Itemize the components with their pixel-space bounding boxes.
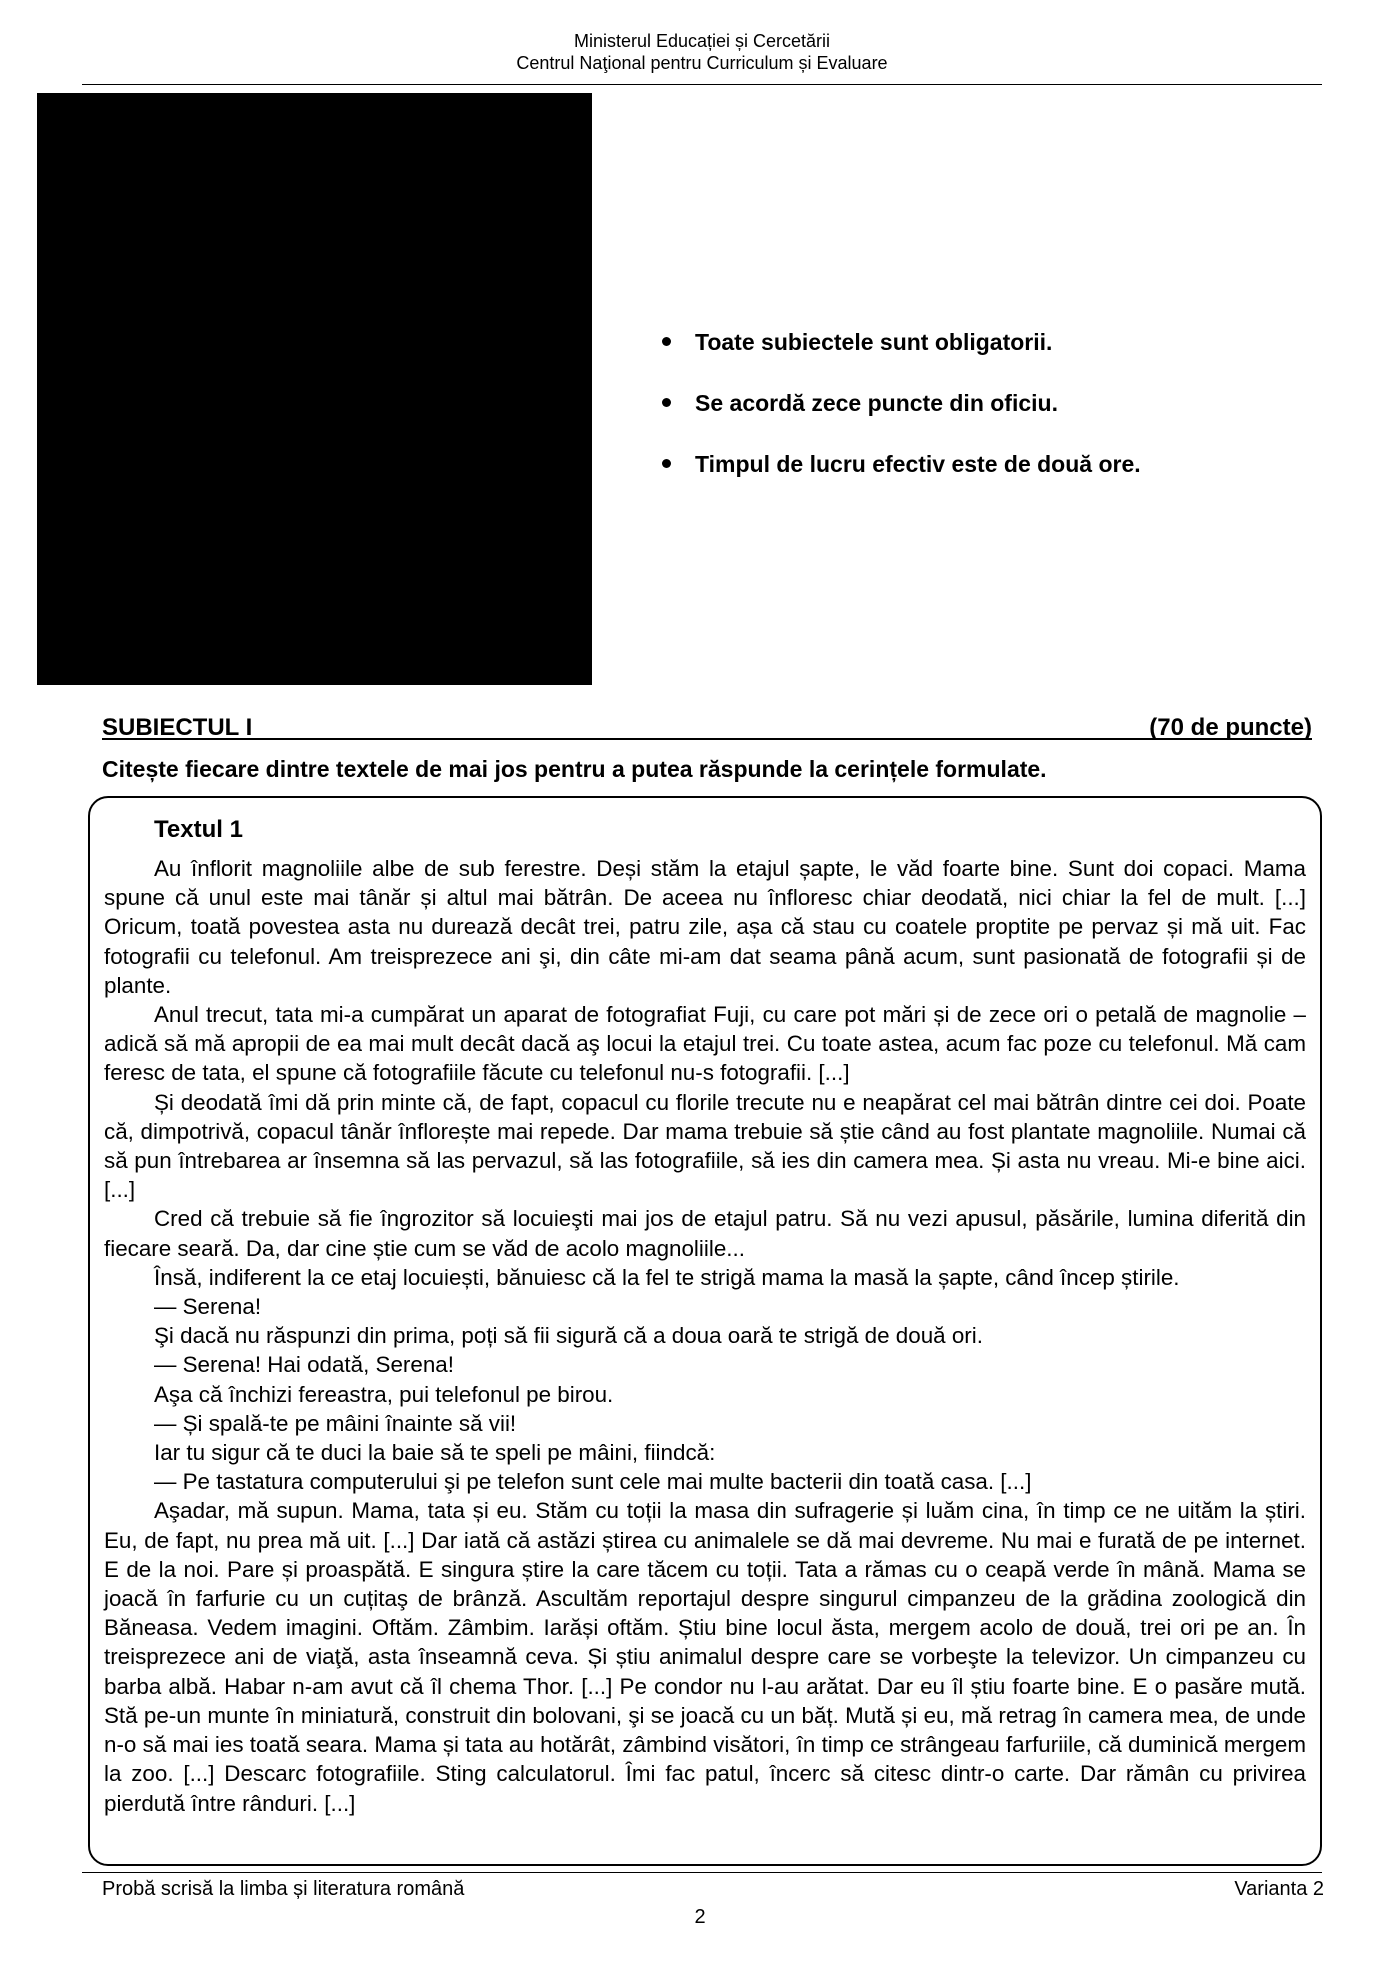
header-divider bbox=[82, 84, 1322, 85]
bullet-icon bbox=[662, 459, 671, 468]
subject-heading bbox=[102, 708, 1312, 740]
subject-points: (70 de puncte) bbox=[1149, 714, 1312, 741]
subject-instruction: Citește fiecare dintre textele de mai jos pentru a putea răspunde la cerințele formulate. bbox=[102, 756, 1047, 782]
text-paragraph: Cred că trebuie să fie îngrozitor să locuieşti mai jos de etajul patru. Să nu vezi apusul, păsările, lumina diferită din fiecare seară. Da, dar cine știe cum se văd de acolo magnoliile... bbox=[104, 1206, 1306, 1261]
dialogue-line: — Pe tastatura computerului şi pe telefon sunt cele mai multe bacterii din toată casa. [...] bbox=[154, 1469, 1032, 1495]
text-1-box bbox=[88, 796, 1322, 1866]
footer-exam-name: Probă scrisă la limba și literatura română bbox=[102, 1878, 465, 1900]
text-paragraph: Aşa că închizi fereastra, pui telefonul pe birou. bbox=[154, 1381, 614, 1407]
bullet-icon bbox=[662, 398, 671, 407]
subject-title: SUBIECTUL I bbox=[102, 714, 253, 741]
dialogue-line: — Serena! Hai odată, Serena! bbox=[154, 1352, 454, 1378]
text-paragraph: Şi dacă nu răspunzi din prima, poți să fii sigură că a doua oară te strigă de două ori. bbox=[154, 1323, 983, 1349]
text-paragraph: Și deodată îmi dă prin minte că, de fapt, copacul cu florile trecute nu e neapărat cel mai bătrân dintre cei doi. Poate că, dimpotrivă, copacul tânăr înflorește mai repede. Dar mama trebuie să știe când au fost plantate magnoliile. Numai că să pun întrebarea ar însemna să las pervazul, să las fotografiile, să ies din camera mea. Și asta nu vreau. Mi-e bine aici. [...] bbox=[104, 1089, 1306, 1203]
rule-item: Toate subiectele sunt obligatorii. bbox=[655, 322, 1355, 383]
footer-variant: Varianta 2 bbox=[1234, 1878, 1324, 1900]
page-header bbox=[82, 30, 1322, 74]
ministry-name: Ministerul Educației și Cercetării bbox=[573, 31, 831, 51]
text-1-title: Textul 1 bbox=[154, 816, 243, 843]
redacted-block bbox=[37, 93, 592, 685]
text-paragraph: Anul trecut, tata mi-a cumpărat un aparat de fotografiat Fuji, cu care pot mări și de zece ori o petală de magnolie – adică să mă apropii de ea mai mult decât dacă aş locui la etajul trei. Cu toate astea, acum fac poze cu telefonul. Mă cam feresc de tata, el spune că fotografiile făcute cu telefonul nu-s fotografii. [...] bbox=[104, 1002, 1306, 1086]
footer-divider bbox=[82, 1872, 1322, 1873]
exam-rules-list bbox=[655, 322, 1355, 505]
text-paragraph: Au înflorit magnoliile albe de sub ferestre. Deși stăm la etajul șapte, le văd foarte bine. Sunt doi copaci. Mama spune că unul este mai tânăr și altul mai bătrân. De aceea nu înfloresc chiar deodată, nici chiar la fel de mult. [...] Oricum, toată povestea asta nu durează decât trei, patru zile, așa că stau cu coatele proptite pe pervaz și mă uit. Fac fotografii cu telefonul. Am treisprezece ani şi, din câte mi-am dat seama până acum, sunt pasionată de fotografii și de plante. bbox=[104, 856, 1306, 998]
page-number: 2 bbox=[694, 1906, 706, 1928]
text-paragraph: Aşadar, mă supun. Mama, tata și eu. Stăm cu toții la masa din sufragerie și luăm cina, în timp ce ne uităm la știri. Eu, de fapt, nu prea mă uit. [...] Dar iată că astăzi știrea cu animalele se dă mai devreme. Nu mai e furată de pe internet. E de la noi. Pare și proaspătă. E singura știre la care tăcem cu toții. Tata a rămas cu o ceapă verde în mână. Mama se joacă în farfurie cu un cuțitaş de brânză. Ascultăm reportajul despre singurul cimpanzeu de la grădina zoologică din Băneasa. Vedem imagini. Oftăm. Zâmbim. Iarăși oftăm. Știu bine locul ăsta, mergem acolo de două, trei ori pe an. În treisprezece ani de viaţă, asta înseamnă ceva. Și știu animalul despre care se vorbeşte la televizor. Un cimpanzeu cu barba albă. Habar n-am avut că îl chema Thor. [...] Pe condor nu l-au arătat. Dar eu îl știu foarte bine. E o pasăre mută. Stă pe-un munte în miniatură, construit din bolovani, şi se joacă cu un băț. Mută și eu, mă retrag în camera mea, de unde n-o să mai ies toată seara. Mama și tata au hotărât, zâmbind visători, în timp ce strângeau farfuriile, că duminică mergem la zoo. [...] Descarc fotografiile. Sting calculatorul. Îmi fac patul, încerc să citesc dintr-o carte. Dar rămân cu privirea pierdută între rânduri. [...] bbox=[104, 1498, 1306, 1816]
dialogue-line: — Și spală-te pe mâini înainte să vii! bbox=[154, 1410, 517, 1436]
rule-item: Se acordă zece puncte din oficiu. bbox=[655, 383, 1355, 444]
bullet-icon bbox=[662, 337, 671, 346]
dialogue-line: — Serena! bbox=[154, 1294, 262, 1320]
rule-item: Timpul de lucru efectiv este de două ore. bbox=[655, 444, 1355, 505]
text-paragraph: Însă, indiferent la ce etaj locuiești, bănuiesc că la fel te strigă mama la masă la șapte, când încep știrile. bbox=[154, 1264, 1180, 1290]
text-paragraph: Iar tu sigur că te duci la baie să te speli pe mâini, fiindcă: bbox=[154, 1440, 716, 1466]
center-name: Centrul Naţional pentru Curriculum și Evaluare bbox=[516, 53, 888, 73]
